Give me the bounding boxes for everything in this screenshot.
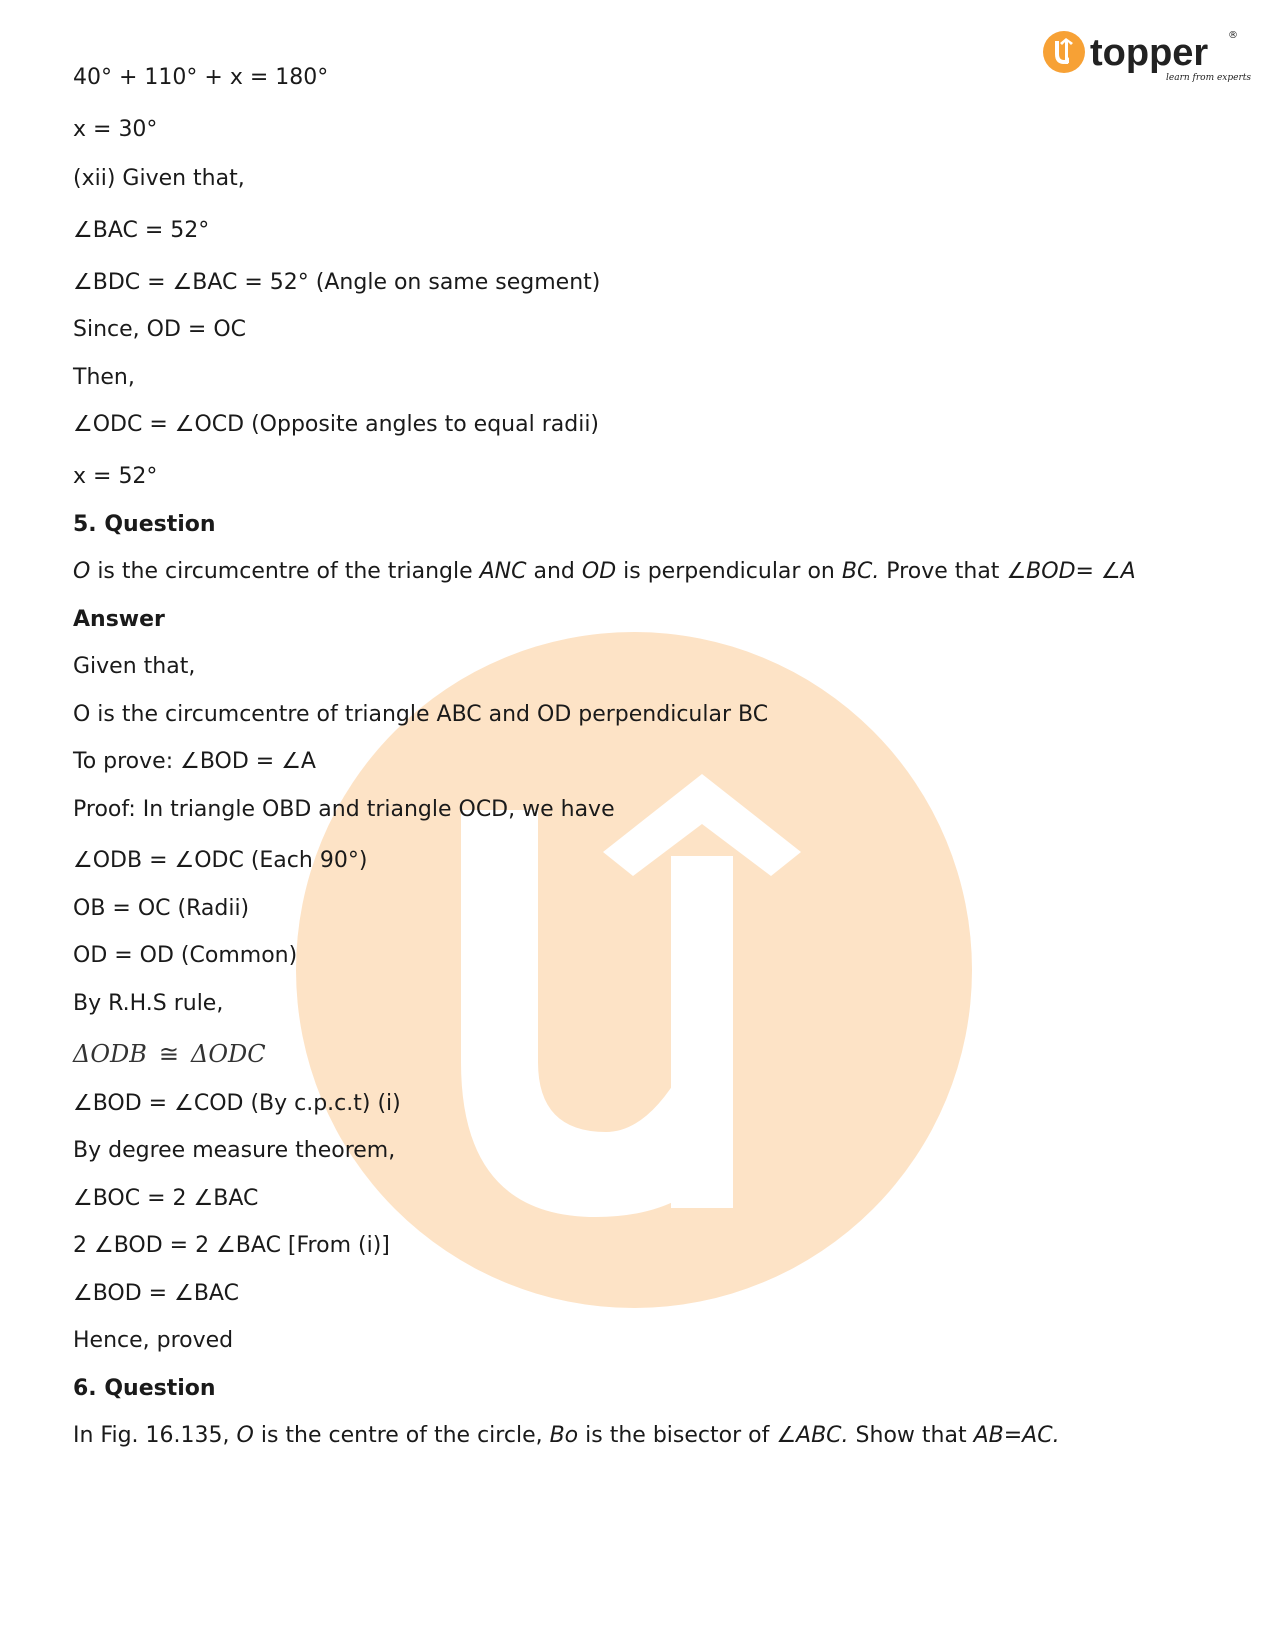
logo-wordmark: topper — [1090, 32, 1209, 74]
text-line: By degree measure theorem, — [73, 1138, 396, 1163]
text-segment: is the bisector of — [578, 1423, 777, 1448]
equation-line: ∠BAC = 52° — [73, 218, 210, 243]
text-line: To prove: ∠BOD = ∠A — [73, 749, 316, 774]
question-6-heading: 6. Question — [73, 1376, 216, 1401]
equation-line: 2 ∠BOD = 2 ∠BAC [From (i)] — [73, 1233, 390, 1258]
text-line: Since, OD = OC — [73, 317, 246, 342]
text-line: Given that, — [73, 654, 196, 679]
italic-segment: O — [236, 1423, 254, 1448]
logo-tagline: learn from experts — [1166, 73, 1252, 83]
watermark-arrow-shaft — [671, 856, 733, 1208]
italic-segment: Bo — [549, 1423, 579, 1448]
congruence-equation — [73, 1040, 266, 1068]
text-line: Proof: In triangle OBD and triangle OCD, we have — [73, 797, 615, 822]
congruence-right: ΔODC — [191, 1040, 266, 1068]
congruence-symbol: ≅ — [158, 1040, 179, 1068]
text-line: O is the circumcentre of triangle ABC and OD perpendicular BC — [73, 702, 769, 727]
text-segment: and — [526, 559, 582, 584]
text-line: Hence, proved — [73, 1328, 234, 1353]
italic-segment: ∠ABC. — [776, 1423, 849, 1448]
equation-line: 40° + 110° + x = 180° — [73, 65, 329, 90]
equation-line: ∠BOD = ∠COD (By c.p.c.t) (i) — [73, 1091, 401, 1116]
equation-line: ∠BDC = ∠BAC = 52° (Angle on same segment) — [73, 270, 601, 295]
text-line: Then, — [73, 365, 135, 390]
equation-line: x = 30° — [73, 117, 158, 142]
text-line: By R.H.S rule, — [73, 991, 224, 1016]
text-segment: In Fig. 16.135, — [73, 1423, 237, 1448]
text-line: (xii) Given that, — [73, 166, 245, 191]
watermark-logo — [296, 632, 972, 1308]
topper-logo — [1042, 24, 1252, 88]
italic-segment: ∠BOD= ∠A — [1006, 559, 1136, 584]
equation-line: OD = OD (Common) — [73, 943, 298, 968]
italic-segment: BC. — [841, 559, 880, 584]
italic-segment: OD — [581, 559, 617, 584]
text-segment: is the centre of the circle, — [253, 1423, 550, 1448]
question-6-text — [73, 1422, 1060, 1450]
equation-line: ∠ODC = ∠OCD (Opposite angles to equal radii) — [73, 412, 600, 437]
logo-registered-mark: ® — [1228, 30, 1238, 41]
italic-segment: O — [73, 559, 91, 584]
italic-segment: ANC — [479, 559, 527, 584]
text-segment: is the circumcentre of the triangle — [90, 559, 480, 584]
logo-circle-icon — [1043, 31, 1085, 73]
equation-line: ∠BOC = 2 ∠BAC — [73, 1186, 259, 1211]
equation-line: x = 52° — [73, 464, 158, 489]
italic-segment: AB=AC. — [973, 1423, 1060, 1448]
question-5-heading: 5. Question — [73, 512, 216, 537]
equation-line: ∠BOD = ∠BAC — [73, 1281, 239, 1306]
question-5-text — [73, 558, 1136, 586]
text-segment: Show that — [848, 1423, 974, 1448]
equation-line: ∠ODB = ∠ODC (Each 90°) — [73, 848, 368, 873]
equation-line: OB = OC (Radii) — [73, 896, 250, 921]
answer-heading: Answer — [73, 607, 165, 632]
text-segment: Prove that — [879, 559, 1007, 584]
congruence-left: ΔODB — [73, 1040, 147, 1068]
text-segment: is perpendicular on — [616, 559, 842, 584]
